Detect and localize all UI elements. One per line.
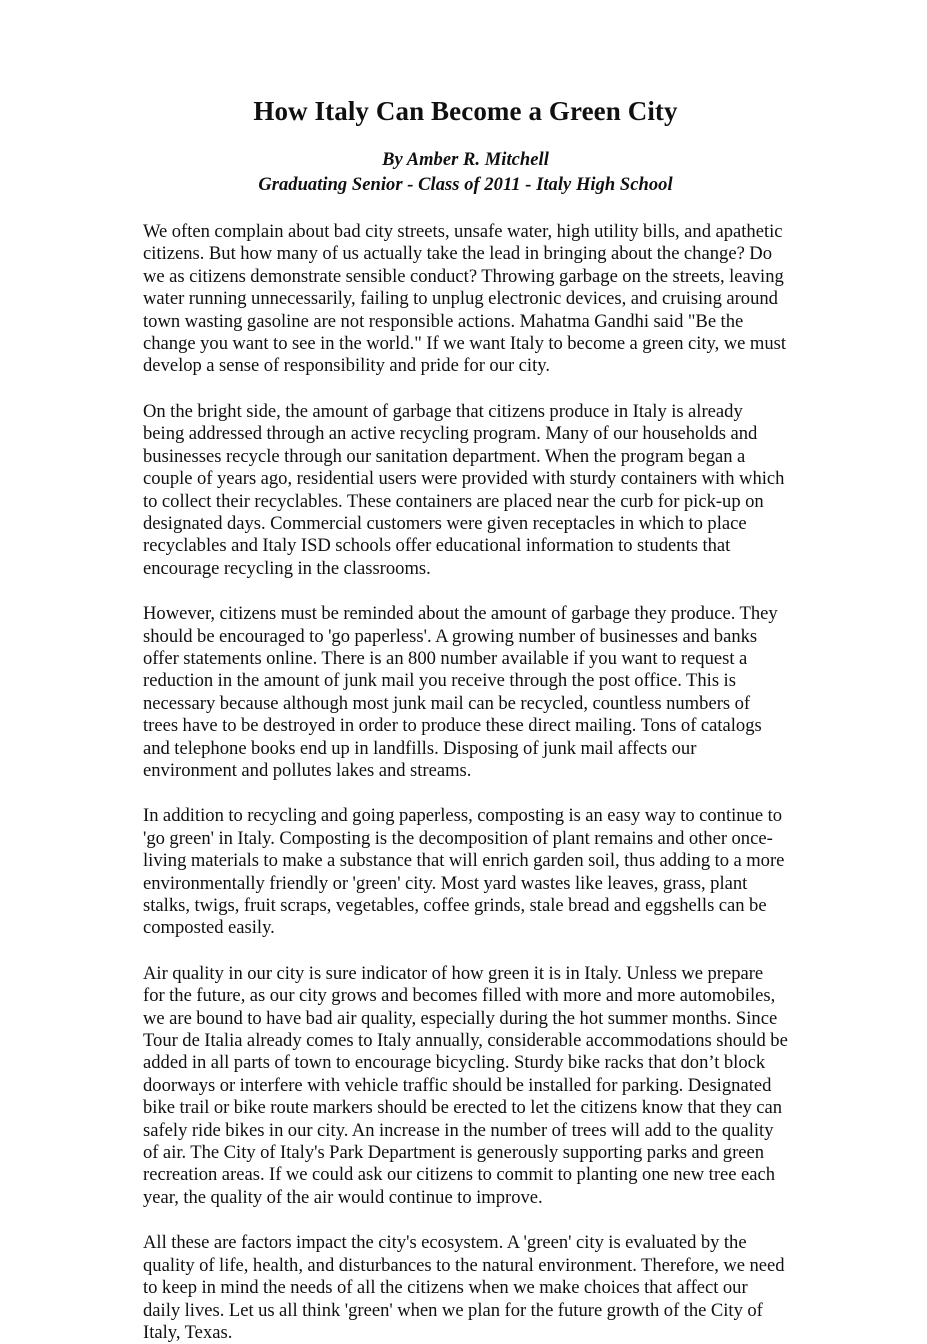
byline-affiliation: Graduating Senior - Class of 2011 - Italy High School [258,174,673,195]
page-title: How Italy Can Become a Green City [253,96,678,126]
paragraph-4: In addition to recycling and going paperless, composting is an easy way to continue to 'go green' in Italy. Composting is the decomposition of plant remains and other once-living materials to make a substance that will enrich garden soil, thus adding to a more environmentally friendly or 'green' city. Most yard wastes like leaves, grass, plant stalks, twigs, fruit scraps, vegetables, coffee grinds, stale bread and eggshells can be composted easily. [143,805,785,939]
byline-author: By Amber R. Mitchell [382,150,549,171]
paragraph-6: All these are factors impact the city's ecosystem. A 'green' city is evaluated by the quality of life, health, and disturbances to the natural environment. Therefore, we need to keep in mind the needs of all the citizens when we make choices that affect our daily lives. Let us all think 'green' when we plan for the future growth of the City of Italy, Texas. [143,1232,785,1343]
paragraph-3: However, citizens must be reminded about the amount of garbage they produce. They should be encouraged to 'go paperless'. A growing number of businesses and banks offer statements online. There is an 800 number available if you want to request a reduction in the amount of junk mail you receive through the post office. This is necessary because although most junk mail can be recycled, countless numbers of trees have to be destroyed in order to produce these direct mailing. Tons of catalogs and telephone books end up in landfills. Disposing of junk mail affects our environment and pollutes lakes and streams. [143,603,778,781]
article-body [143,221,788,1344]
paragraph-1: We often complain about bad city streets, unsafe water, high utility bills, and apathetic citizens. But how many of us actually take the lead in bringing about the change? Do we as citizens demonstrate sensible conduct? Throwing garbage on the streets, leaving water running unnecessarily, failing to unplug electronic devices, and cruising around town wasting gasoline are not responsible actions. Mahatma Gandhi said "Be the change you want to see in the world." If we want Italy to become a green city, we must develop a sense of responsibility and pride for our city. [143,221,787,377]
paragraph-2: On the bright side, the amount of garbage that citizens produce in Italy is already being addressed through an active recycling program. Many of our households and businesses recycle through our sanitation department. When the program began a couple of years ago, residential users were provided with sturdy containers with which to collect their recyclables. These containers are placed near the curb for pick-up on designated days. Commercial customers were given receptacles in which to place recyclables and Italy ISD schools offer educational information to students that encourage recycling in the classrooms. [143,400,785,579]
paragraph-5: Air quality in our city is sure indicator of how green it is in Italy. Unless we prepare for the future, as our city grows and becomes filled with more and more automobiles, we are bound to have bad air quality, especially during the hot summer months. Since Tour de Italia already comes to Italy annually, considerable accommodations should be added in all parts of town to encourage bicycling. Sturdy bike racks that don’t block doorways or interfere with vehicle traffic should be installed for parking. Designated bike trail or bike route markers should be erected to let the citizens know that they can safely ride bikes in our city. An increase in the number of trees will add to the quality of air. The City of Italy's Park Department is generously supporting parks and green recreation areas. If we could ask our citizens to commit to planting one new tree each year, the quality of the air would continue to improve. [143,962,788,1208]
document-content-column [143,96,788,1344]
byline [143,148,788,197]
